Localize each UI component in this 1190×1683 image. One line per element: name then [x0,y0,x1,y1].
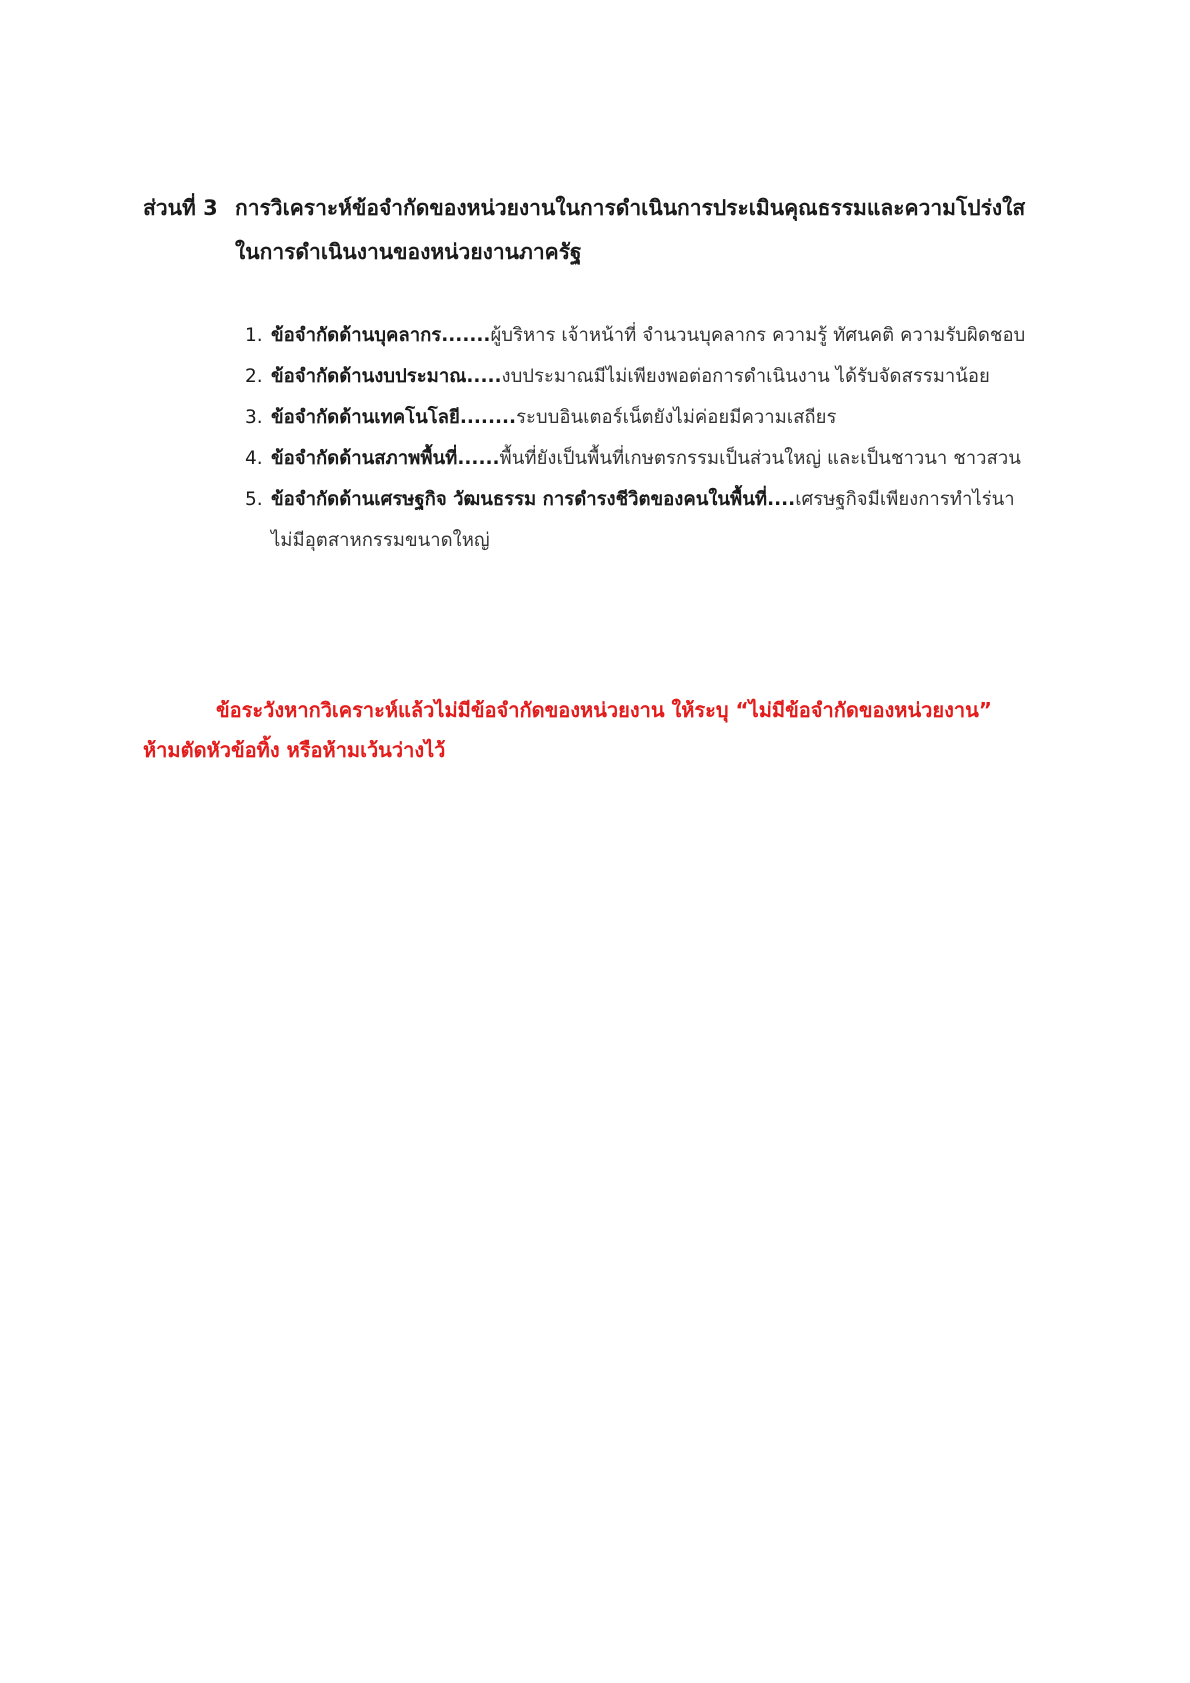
warning-line1: ข้อระวังหากวิเคราะห์แล้วไม่มีข้อจำกัดของหน่วยงาน ให้ระบุ “ไม่มีข้อจำกัดของหน่วยงาน” [216,698,992,722]
list-item-label: ข้อจำกัดด้านงบประมาณ..... [271,366,502,387]
warning-line2: ห้ามตัดหัวข้อทิ้ง หรือห้ามเว้นว่างไว้ [143,738,446,762]
limitations-list [245,315,1095,561]
list-item [245,479,1095,561]
list-item-detail: พื้นที่ยังเป็นพื้นที่เกษตรกรรมเป็นส่วนใหญ่ และเป็นชาวนา ชาวสวน [499,448,1021,469]
section-title-line2: ในการดำเนินงานของหน่วยงานภาครัฐ [235,240,582,264]
list-item-number: 2. [245,366,263,387]
list-item-label: ข้อจำกัดด้านเศรษฐกิจ วัฒนธรรม การดำรงชีวิตของคนในพื้นที่.... [271,489,796,510]
warning-note [143,690,1083,770]
list-item-number: 4. [245,448,263,469]
section-heading [143,186,1083,274]
list-item [245,315,1095,356]
list-item-number: 3. [245,407,263,428]
list-item [245,356,1095,397]
list-item-number: 5. [245,489,263,510]
list-item-number: 1. [245,325,263,346]
list-item-label: ข้อจำกัดด้านบุคลากร....... [271,325,491,346]
section-heading-line1 [143,186,1083,230]
list-item [245,438,1095,479]
list-item-label: ข้อจำกัดด้านสภาพพื้นที่...... [271,448,500,469]
list-item-detail: ผู้บริหาร เจ้าหน้าที่ จำนวนบุคลากร ความรู้ ทัศนคติ ความรับผิดชอบ [490,325,1026,346]
section-title-line1: การวิเคราะห์ข้อจำกัดของหน่วยงานในการดำเนินการประเมินคุณธรรมและความโปร่งใส [235,196,1026,220]
list-item [245,397,1095,438]
list-item-detail: งบประมาณมีไม่เพียงพอต่อการดำเนินงาน ได้รับจัดสรรมาน้อย [501,366,990,387]
list-item-detail: ระบบอินเตอร์เน็ตยังไม่ค่อยมีความเสถียร [516,407,837,428]
section-number: ส่วนที่ 3 [143,196,218,220]
list-item-continuation: ไม่มีอุตสาหกรรมขนาดใหญ่ [271,530,490,551]
list-item-detail: เศรษฐกิจมีเพียงการทำไร่นา [795,489,1015,510]
list-item-label: ข้อจำกัดด้านเทคโนโลยี........ [271,407,517,428]
